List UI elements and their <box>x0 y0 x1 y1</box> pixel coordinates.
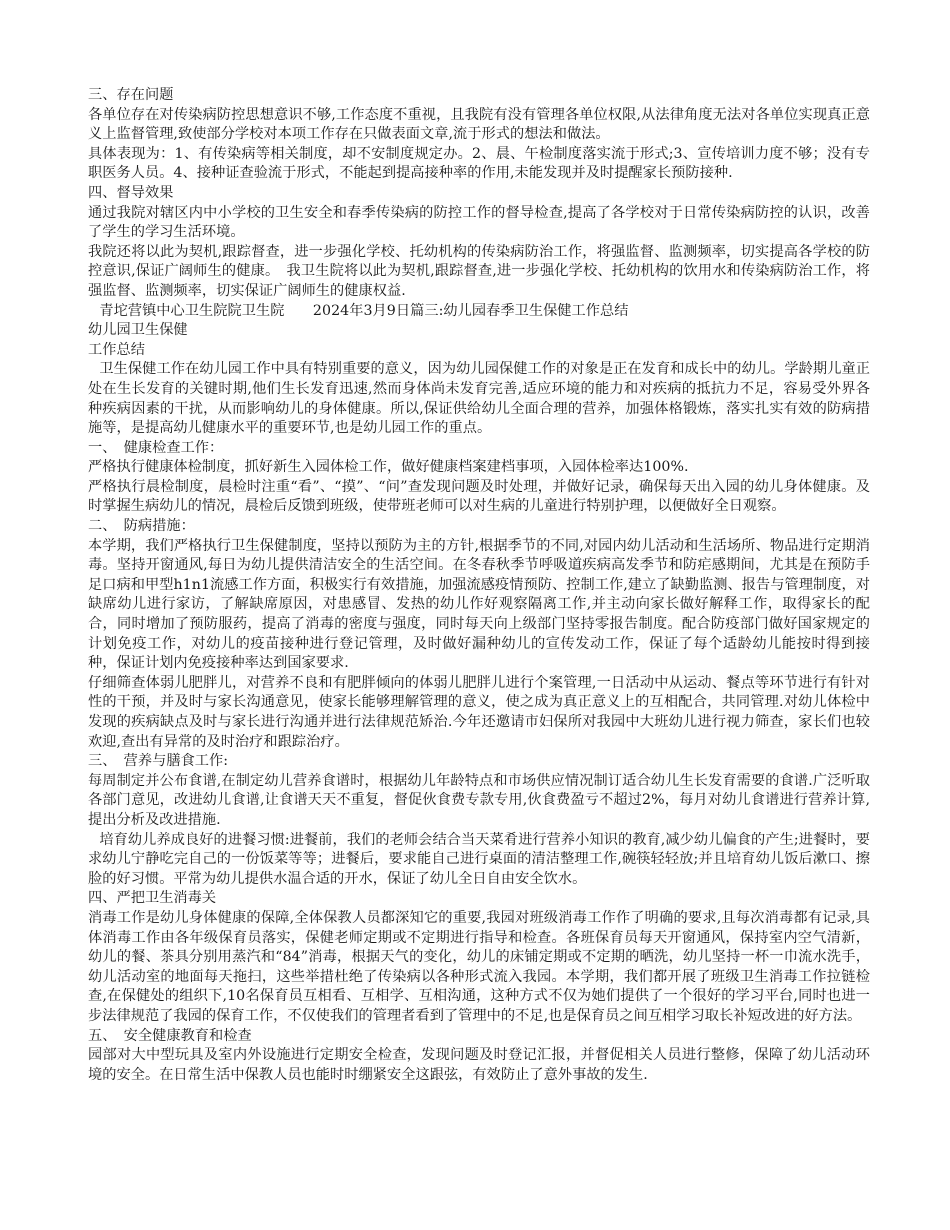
document-title: 幼儿园卫生保健 <box>88 322 188 339</box>
paragraph: 严格执行晨检制度，晨检时注重“看”、“摸”、“问”查发现问题及时处理，并做好记录，确保每天出入园的幼儿身体健康。及时掌握生病幼儿的情况，晨检后反馈到班级，使带班老师可以对生病的儿童进行特别护理，以便做好全日观察。 <box>88 478 870 515</box>
section-heading-supervision-effect: 四、督导效果 <box>88 184 174 201</box>
section-heading-prevention: 二、 防病措施： <box>88 518 195 535</box>
paragraph: 消毒工作是幼儿身体健康的保障,全体保教人员都深知它的重要,我园对班级消毒工作作了明确的要求,且每次消毒都有记录,具体消毒工作由各年级保育员落实，保健老师定期或不定期进行指导和检查。各班保育员每天开窗通风，保持室内空气清新，幼儿的餐、茶具分别用蒸汽和“84”消毒，根据天气的变化，幼儿的床铺定期或不定期的晒洗，幼儿坚持一杯一巾流水洗手，幼儿活动室的地面每天拖扫，这些举措杜绝了传染病以各种形式流入我园。本学期，我们都开展了班级卫生消毒工作拉链检查,在保健处的组织下,10名保育员互相看、互相学、互相沟通，这种方式不仅为她们提供了一个很好的学习平台,同时也进一步法律规范了我园的保育工作，不仅使我们的管理者看到了管理中的不足,也是保育员之间互相学习取长补短改进的好方法。 <box>88 909 870 1024</box>
paragraph: 通过我院对辖区内中小学校的卫生安全和春季传染病的防控工作的督导检查,提高了各学校对于日常传染病防控的认识，改善了学生的学习生活环境。 <box>88 204 870 241</box>
paragraph: 本学期，我们严格执行卫生保健制度，坚持以预防为主的方针,根据季节的不同,对园内幼儿活动和生活场所、物品进行定期消毒。坚持开窗通风,每日为幼儿提供清洁安全的生活空间。在冬春秋季节呼吸道疾病高发季节和防疟感期间，尤其是在预防手足口病和甲型h1n1流感工作方面，积极实行有效措施，加强流感疫情预防、控制工作,建立了缺勤监测、报告与管理制度，对缺席幼儿进行家访，了解缺席原因，对患感冒、发热的幼儿作好观察隔离工作,并主动向家长做好解释工作，取得家长的配合，同时增加了预防服药，提高了消毒的密度与强度，同时每天向上级部门坚持零报告制度。配合防疫部门做好国家规定的计划免疫工作，对幼儿的疫苗接种进行登记管理，及时做好漏种幼儿的宣传发动工作，保证了每个适龄幼儿能按时得到接种，保证计划内免疫接种率达到国家要求. <box>88 537 870 672</box>
signature-line: 青坨营镇中心卫生院院卫生院 2024年3月9日篇三:幼儿园春季卫生保健工作总结 <box>99 302 629 319</box>
paragraph: 卫生保健工作在幼儿园工作中具有特别重要的意义，因为幼儿园保健工作的对象是正在发育和成长中的幼儿。学龄期儿童正处在生长发育的关键时期,他们生长发育迅速,然而身体尚未发育完善,适应环境的能力和对疾病的抵抗力不足，容易受外界各种疾病因素的干扰，从而影响幼儿的身体健康。所以,保证供给幼儿全面合理的营养，加强体格锻炼，落实扎实有效的防病措施等，是提高幼儿健康水平的重要环节,也是幼儿园工作的重点。 <box>88 361 870 437</box>
section-heading-disinfection: 四、严把卫生消毒关 <box>88 890 217 907</box>
paragraph: 各单位存在对传染病防控思想意识不够,工作态度不重视，且我院有没有管理各单位权限,从法律角度无法对各单位实现真正意义上监督管理,致使部分学校对本项工作存在只做表面文章,流于形式的想法和做法。 <box>88 106 870 143</box>
paragraph: 我院还将以此为契机,跟踪督查，进一步强化学校、托幼机构的传染病防治工作，将强监督、监测频率，切实提高各学校的防控意识,保证广阔师生的健康。 我卫生院将以此为契机,跟踪督查,进一步强化学校、托幼机构的饮用水和传染病防治工作，将强监督、监测频率，切实保证广阔师生的健康权益. <box>88 243 870 299</box>
section-heading-problems: 三、存在问题 <box>88 87 174 103</box>
paragraph: 每周制定并公布食谱,在制定幼儿营养食谱时，根据幼儿年龄特点和市场供应情况制订适合幼儿生长发育需要的食谱.广泛听取各部门意见，改进幼儿食谱,让食谱天天不重复，督促伙食费专款专用,伙食费盈亏不超过2%，每月对幼儿食谱进行营养计算,提出分析及改进措施. <box>88 772 870 828</box>
section-heading-health-check: 一、 健康检查工作： <box>88 439 224 456</box>
paragraph: 园部对大中型玩具及室内外设施进行定期安全检查，发现问题及时登记汇报，并督促相关人员进行整修，保障了幼儿活动环境的安全。在日常生活中保教人员也能时时绷紧安全这跟弦，有效防止了意外事故的发生. <box>88 1047 870 1083</box>
document-subtitle: 工作总结 <box>88 341 145 358</box>
section-heading-safety: 五、 安全健康教育和检查 <box>88 1027 252 1044</box>
paragraph: 培育幼儿养成良好的进餐习惯:进餐前，我们的老师会结合当天菜肴进行营养小知识的教育,减少幼儿偏食的产生;进餐时，要求幼儿宁静吃完自己的一份饭菜等等；进餐后，要求能自己进行桌面的清洁整理工作,碗筷轻轻放;并且培育幼儿饭后漱口、擦脸的好习惯。平常为幼儿提供水温合适的开水，保证了幼儿全日自由安全饮水。 <box>88 831 870 887</box>
section-heading-nutrition: 三、 营养与膳食工作: <box>88 753 229 770</box>
paragraph: 仔细筛查体弱儿肥胖儿，对营养不良和有肥胖倾向的体弱儿肥胖儿进行个案管理,一日活动中从运动、餐点等环节进行有针对性的干预，并及时与家长沟通意见，使家长能够理解管理的意义，使之成为真正意义上的互相配合，共同管理.对幼儿体检中发现的疾病缺点及时与家长进行沟通并进行法律规范矫治.今年还邀请市妇保所对我园中大班幼儿进行视力筛查，家长们也较欢迎,查出有异常的及时治疗和跟踪治疗。 <box>88 674 870 750</box>
document-body <box>88 86 870 1085</box>
paragraph: 具体表现为：1、有传染病等相关制度，却不安制度规定办。2、晨、午检制度落实流于形式;3、宣传培训力度不够；没有专职医务人员。4、接种证查验流于形式，不能起到提高接种率的作用,未能发现并及时提醒家长预防接种. <box>88 145 870 182</box>
paragraph: 严格执行健康体检制度，抓好新生入园体检工作，做好健康档案建档事项，入园体检率达100%. <box>88 459 689 476</box>
